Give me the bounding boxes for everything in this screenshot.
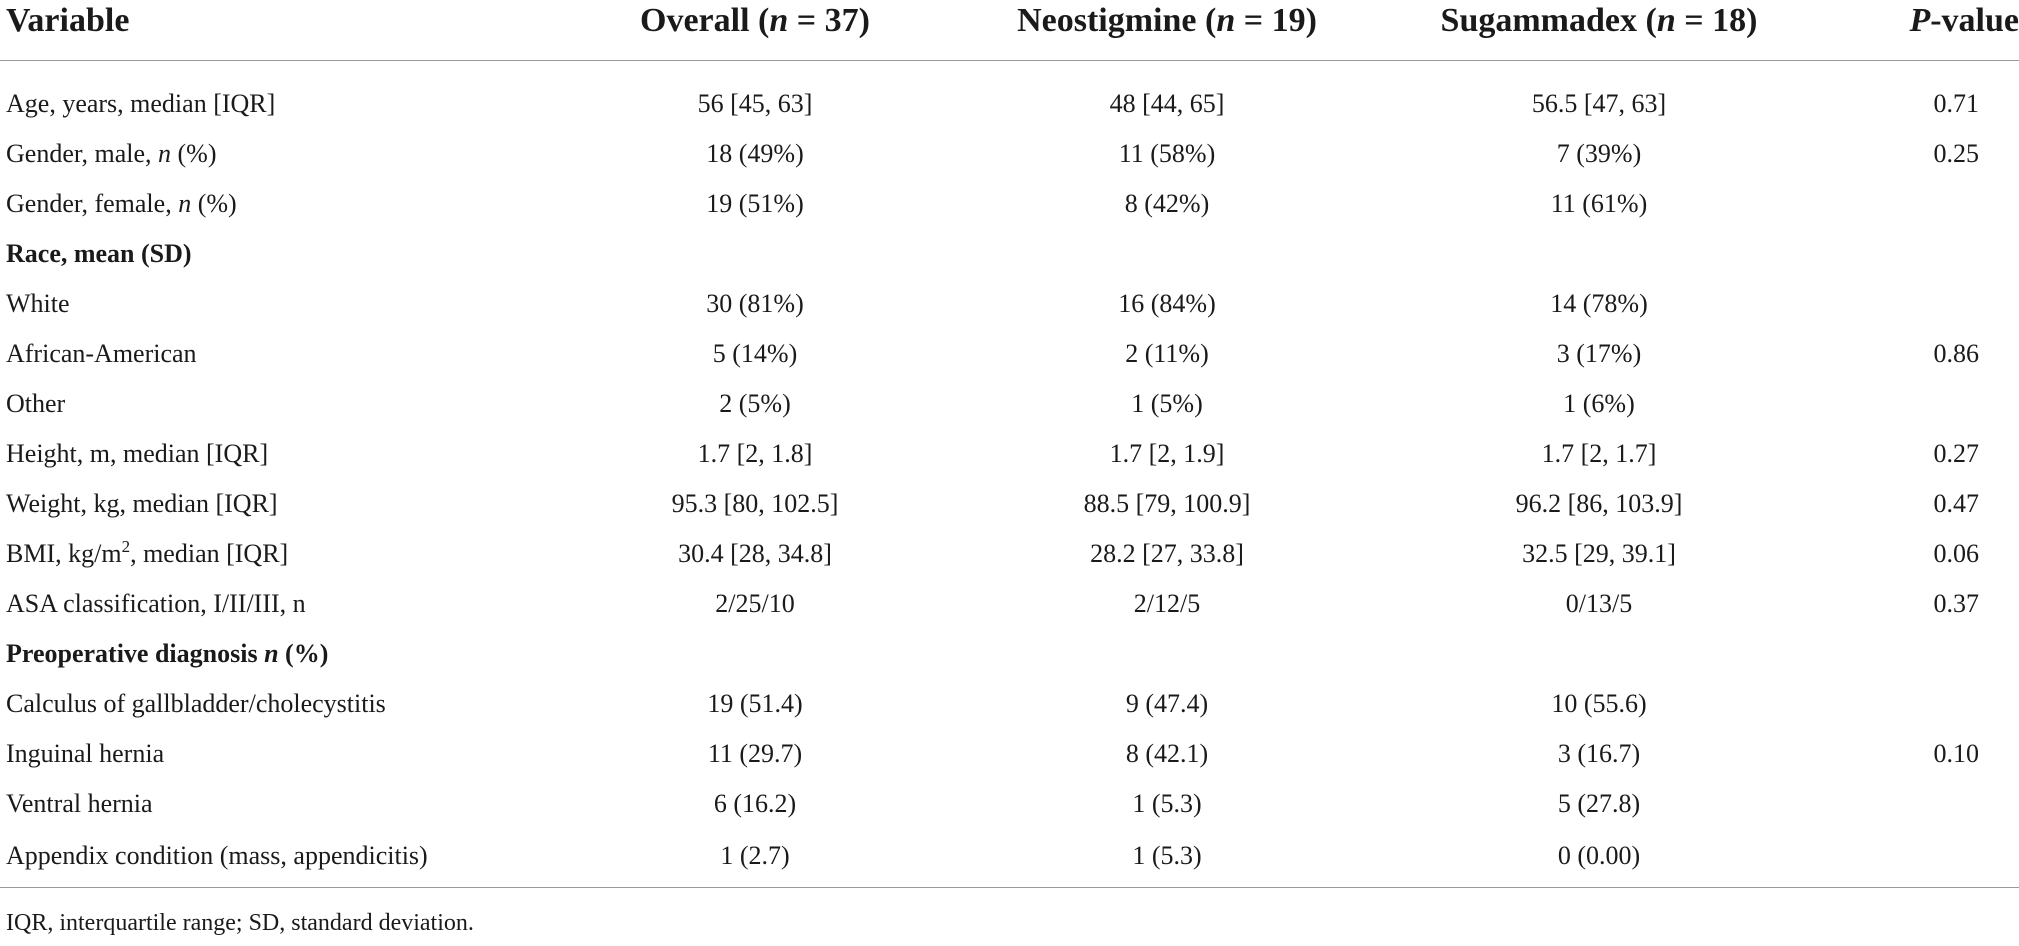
cell-neostigmine: 28.2 [27, 33.8] (1090, 539, 1244, 568)
cell-neostigmine: 2/12/5 (1133, 589, 1201, 618)
cell-sugammadex: 11 (61%) (1550, 189, 1648, 218)
cell-neostigmine: 1 (5%) (1131, 389, 1203, 418)
cell-p-value (1819, 679, 2019, 729)
table-row (0, 129, 2019, 179)
row-label-text: Height, m, median [IQR] (6, 439, 269, 468)
row-label-text: African-American (6, 339, 197, 368)
row-label-italic-n: n (158, 139, 172, 168)
row-label (0, 779, 555, 829)
cell-p-value (1819, 179, 2019, 229)
cell-p-value (1819, 829, 2019, 888)
cell-sugammadex: 3 (17%) (1556, 339, 1642, 368)
cell-sugammadex: 32.5 [29, 39.1] (1522, 539, 1676, 568)
table-row (0, 229, 2019, 279)
table-header (0, 0, 2019, 61)
row-label-text: Calculus of gallbladder/cholecystitis (6, 689, 386, 718)
header-overall-suffix: = 37) (788, 2, 870, 39)
cell-overall: 11 (29.7) (707, 739, 803, 768)
table-row (0, 479, 2019, 529)
cell-overall (555, 229, 955, 279)
row-label-superscript: 2 (121, 537, 131, 556)
cell-sugammadex: 10 (55.6) (1551, 689, 1647, 718)
cell-sugammadex: 96.2 [86, 103.9] (1515, 489, 1683, 518)
cell-p-value (1819, 629, 2019, 679)
section-heading (0, 629, 555, 679)
cell-sugammadex: 0 (0.00) (1379, 829, 1819, 888)
header-variable (0, 0, 555, 61)
header-neostigmine (955, 0, 1379, 61)
row-label-suffix: (%) (171, 139, 217, 168)
header-sugammadex-prefix: Sugammadex ( (1440, 2, 1657, 39)
row-label (0, 129, 555, 179)
header-p-value (1819, 0, 2019, 61)
cell-p-value: 0.06 (1933, 539, 1979, 568)
cell-overall: 56 [45, 63] (697, 89, 813, 118)
cell-overall (555, 629, 955, 679)
cell-overall: 5 (14%) (712, 339, 798, 368)
table-row (0, 579, 2019, 629)
cell-p-value (1819, 379, 2019, 429)
row-label-text: Inguinal hernia (6, 739, 165, 768)
row-label-text: Race, mean (SD) (6, 239, 192, 268)
row-label-text: BMI, kg/m (6, 539, 122, 568)
cell-sugammadex: 1 (6%) (1563, 389, 1635, 418)
cell-overall: 19 (51%) (706, 189, 804, 218)
row-label-text: Gender, male, (6, 139, 159, 168)
header-sugammadex-n: n (1656, 2, 1676, 39)
cell-p-value: 0.27 (1933, 439, 1979, 468)
table-row (0, 779, 2019, 829)
cell-sugammadex: 3 (16.7) (1557, 739, 1641, 768)
cell-neostigmine: 88.5 [79, 100.9] (1083, 489, 1251, 518)
row-label-text: Ventral hernia (6, 789, 153, 818)
cell-overall: 1.7 [2, 1.8] (697, 439, 813, 468)
row-label-text: White (6, 289, 70, 318)
table-row (0, 829, 2019, 888)
cell-neostigmine: 9 (47.4) (1125, 689, 1209, 718)
row-label (0, 179, 555, 229)
table-row (0, 629, 2019, 679)
cell-overall: 2 (5%) (719, 389, 791, 418)
header-overall-n: n (769, 2, 789, 39)
header-sugammadex (1379, 0, 1819, 61)
header-row (0, 0, 2019, 61)
section-heading (0, 229, 555, 279)
table-row (0, 729, 2019, 779)
header-overall (555, 0, 955, 61)
header-neostigmine-n: n (1216, 2, 1236, 39)
row-label (0, 279, 555, 329)
table-row (0, 279, 2019, 329)
table-row (0, 379, 2019, 429)
cell-overall: 2/25/10 (715, 589, 795, 618)
cell-p-value (1819, 229, 2019, 279)
row-label (0, 679, 555, 729)
cell-sugammadex: 56.5 [47, 63] (1531, 89, 1667, 118)
cell-neostigmine: 8 (42.1) (1125, 739, 1209, 768)
cell-sugammadex: 1.7 [2, 1.7] (1541, 439, 1657, 468)
cell-p-value: 0.47 (1933, 489, 1979, 518)
row-label (0, 479, 555, 529)
cell-sugammadex: 7 (39%) (1556, 139, 1642, 168)
table-body (0, 61, 2019, 888)
cell-neostigmine: 16 (84%) (1118, 289, 1216, 318)
header-neostigmine-suffix: = 19) (1235, 2, 1317, 39)
row-label-text: Appendix condition (mass, appendicitis) (6, 841, 428, 870)
row-label (0, 329, 555, 379)
table-row (0, 679, 2019, 729)
cell-p-value: 0.10 (1933, 739, 1979, 768)
row-label (0, 429, 555, 479)
cell-neostigmine: 48 [44, 65] (1109, 89, 1225, 118)
cell-overall: 18 (49%) (706, 139, 804, 168)
cell-overall: 6 (16.2) (713, 789, 797, 818)
row-label-italic-n: n (264, 639, 279, 668)
cell-sugammadex: 14 (78%) (1550, 289, 1648, 318)
table-row (0, 179, 2019, 229)
table-row (0, 61, 2019, 130)
row-label-text: Gender, female, (6, 189, 179, 218)
table-row (0, 429, 2019, 479)
cell-overall: 95.3 [80, 102.5] (671, 489, 839, 518)
row-label-suffix: , median [IQR] (130, 539, 289, 568)
cell-p-value: 0.37 (1933, 589, 1979, 618)
row-label (0, 729, 555, 779)
cell-neostigmine (955, 629, 1379, 679)
header-p-suffix: -value (1930, 2, 2019, 39)
table-row (0, 529, 2019, 579)
cell-p-value (1819, 279, 2019, 329)
cell-sugammadex: 5 (27.8) (1557, 789, 1641, 818)
cell-overall: 30.4 [28, 34.8] (678, 539, 832, 568)
row-label (0, 829, 555, 888)
header-overall-prefix: Overall ( (640, 2, 770, 39)
row-label (0, 61, 555, 130)
header-variable-label: Variable (6, 2, 130, 39)
row-label-text: Other (6, 389, 66, 418)
row-label-suffix: (%) (278, 639, 329, 668)
row-label (0, 579, 555, 629)
cell-sugammadex (1379, 229, 1819, 279)
row-label (0, 379, 555, 429)
cell-p-value: 0.71 (1933, 89, 1979, 118)
row-label-italic-n: n (178, 189, 192, 218)
cell-overall: 30 (81%) (706, 289, 804, 318)
row-label-text: ASA classification, I/II/III, n (6, 589, 306, 618)
row-label-text: Weight, kg, median [IQR] (6, 489, 278, 518)
header-sugammadex-suffix: = 18) (1675, 2, 1758, 39)
row-label-text: Preoperative diagnosis (6, 639, 265, 668)
cell-neostigmine: 2 (11%) (1125, 339, 1209, 368)
cell-neostigmine (955, 229, 1379, 279)
cell-overall: 1 (2.7) (555, 829, 955, 888)
row-label-suffix: (%) (191, 189, 237, 218)
table-footnote: IQR, interquartile range; SD, standard deviation. (6, 910, 474, 936)
cell-p-value (1819, 779, 2019, 829)
cell-neostigmine: 8 (42%) (1124, 189, 1210, 218)
cell-sugammadex (1379, 629, 1819, 679)
cell-p-value: 0.25 (1933, 139, 1979, 168)
cell-sugammadex: 0/13/5 (1565, 589, 1633, 618)
cell-overall: 19 (51.4) (707, 689, 803, 718)
row-label (0, 529, 555, 579)
cell-p-value: 0.86 (1933, 339, 1979, 368)
cell-neostigmine: 1.7 [2, 1.9] (1109, 439, 1225, 468)
cell-neostigmine: 11 (58%) (1118, 139, 1216, 168)
row-label-text: Age, years, median [IQR] (6, 89, 276, 118)
header-neostigmine-prefix: Neostigmine ( (1017, 2, 1217, 39)
header-p-italic: P (1909, 2, 1931, 39)
cell-neostigmine: 1 (5.3) (955, 829, 1379, 888)
cell-neostigmine: 1 (5.3) (1132, 789, 1202, 818)
table-row (0, 329, 2019, 379)
